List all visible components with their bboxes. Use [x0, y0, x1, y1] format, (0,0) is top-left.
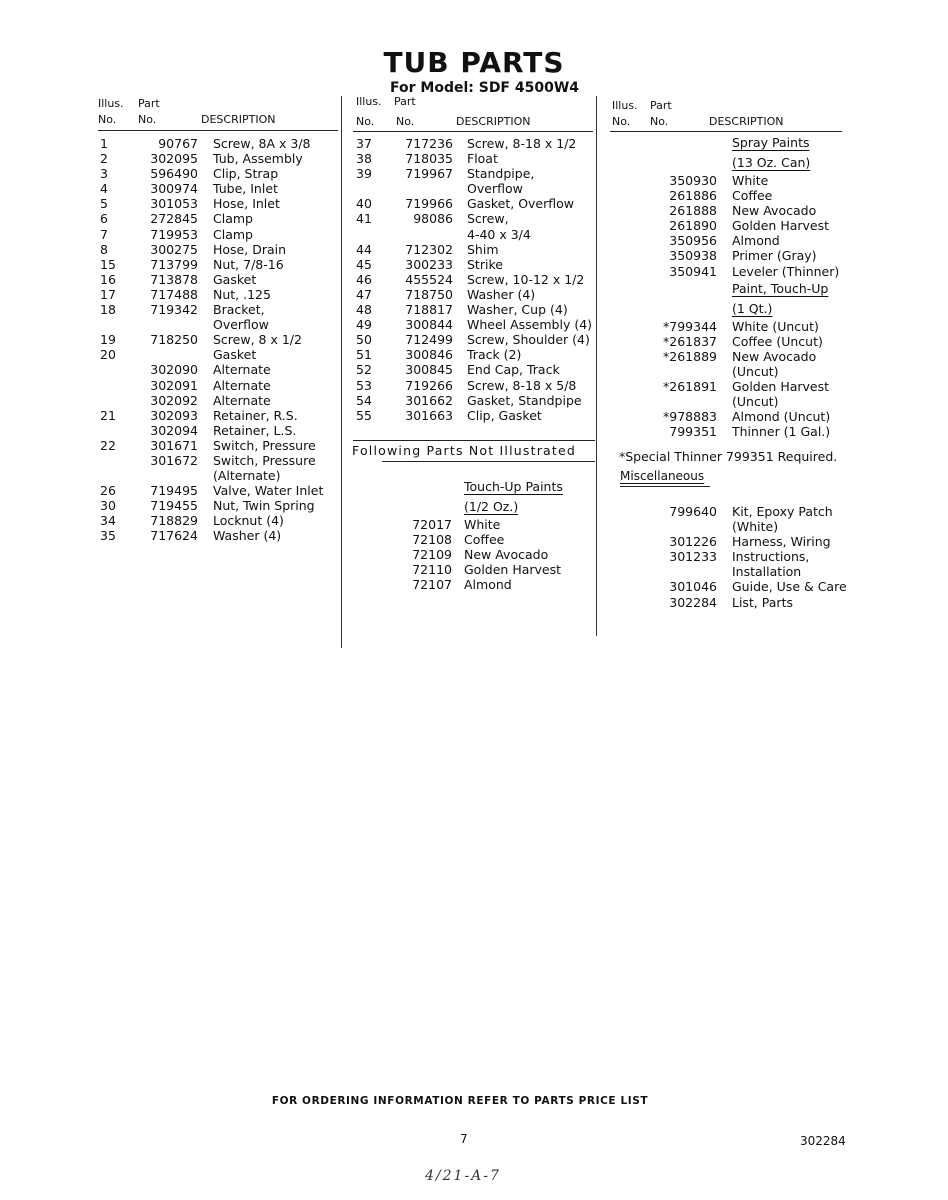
- part-number: 301663: [405, 407, 453, 423]
- part-number: 301662: [405, 392, 453, 408]
- illus-number: 35: [100, 528, 116, 544]
- table-row: [356, 302, 596, 317]
- part-number: *799344: [663, 318, 717, 334]
- table-row: [356, 532, 596, 547]
- table-row: [100, 287, 340, 302]
- illus-number: 45: [356, 256, 372, 272]
- part-number: 72110: [412, 562, 452, 578]
- part-number: 302095: [150, 151, 198, 167]
- part-number: 717236: [405, 136, 453, 151]
- part-description: (1 Qt.): [732, 300, 773, 316]
- table-row: [356, 332, 596, 347]
- part-number: 272845: [150, 211, 198, 227]
- table-row: [356, 151, 596, 166]
- table-row: [100, 257, 340, 272]
- table-row: [100, 438, 340, 453]
- part-description: Switch, Pressure: [213, 437, 316, 453]
- header-illus: Illus.: [98, 97, 124, 110]
- part-number: 72108: [412, 532, 452, 548]
- part-number: 712499: [405, 332, 453, 348]
- illus-number: 55: [356, 407, 372, 423]
- table-row: [356, 577, 596, 592]
- illus-number: 26: [100, 483, 116, 499]
- part-description: Gasket: [213, 347, 257, 363]
- illus-number: 15: [100, 256, 116, 272]
- illus-number: 17: [100, 286, 116, 302]
- part-description: Clamp: [213, 226, 253, 242]
- part-description: List, Parts: [732, 594, 793, 610]
- part-description: Gasket, Standpipe: [467, 392, 582, 408]
- divider: [353, 131, 593, 132]
- header-part-no: No.: [396, 115, 415, 128]
- part-number: 718035: [405, 151, 453, 167]
- part-description: Washer (4): [467, 286, 536, 302]
- table-row: [100, 468, 340, 483]
- table-row: [100, 483, 340, 498]
- page-number: 7: [460, 1132, 468, 1146]
- part-number: 719495: [150, 483, 198, 499]
- part-number: *261889: [663, 348, 717, 364]
- header-part-no: No.: [650, 115, 669, 128]
- part-description: Standpipe,: [467, 166, 535, 182]
- table-row: [100, 378, 340, 393]
- illus-number: 49: [356, 317, 372, 333]
- section-heading: [356, 497, 596, 517]
- header-part: Part: [394, 95, 416, 108]
- part-number: 301046: [669, 579, 717, 595]
- part-number: 596490: [150, 166, 198, 182]
- part-description: Screw,: [467, 211, 509, 227]
- header-illus: Illus.: [612, 99, 638, 112]
- table-row: [100, 227, 340, 242]
- part-number: 455524: [405, 271, 453, 287]
- section-heading: [612, 153, 852, 173]
- part-description: Golden Harvest: [464, 562, 562, 578]
- table-row: [612, 218, 852, 233]
- part-description: Hose, Inlet: [213, 196, 280, 212]
- part-number: 300845: [405, 362, 453, 378]
- divider: [620, 486, 710, 487]
- part-number: 717488: [150, 286, 198, 302]
- part-number: 72107: [412, 577, 452, 593]
- header-description: DESCRIPTION: [456, 115, 531, 128]
- table-row: [356, 347, 596, 362]
- part-description: Shim: [467, 241, 499, 257]
- part-description: Washer, Cup (4): [467, 302, 568, 318]
- illus-number: 54: [356, 392, 372, 408]
- table-row: [100, 211, 340, 226]
- illus-number: 38: [356, 151, 372, 167]
- part-description: Clip, Strap: [213, 166, 279, 182]
- part-description: Almond: [732, 233, 780, 249]
- part-number: 719342: [150, 302, 198, 318]
- divider: [610, 131, 842, 132]
- part-description: Golden Harvest: [732, 379, 830, 395]
- part-number: 717624: [150, 528, 198, 544]
- table-row: [612, 519, 852, 534]
- part-number: 301053: [150, 196, 198, 212]
- part-description: Leveler (Thinner): [732, 263, 840, 279]
- part-number: 302093: [150, 407, 198, 423]
- part-number: 301233: [669, 549, 717, 565]
- table-row: [612, 394, 852, 409]
- page-title: TUB PARTS: [383, 46, 565, 79]
- illus-number: 44: [356, 241, 372, 257]
- part-number: 718817: [405, 302, 453, 318]
- table-row: [100, 196, 340, 211]
- table-row: [612, 233, 852, 248]
- table-row: [356, 272, 596, 287]
- special-thinner-note: *Special Thinner 799351 Required.: [619, 449, 838, 464]
- part-number: *978883: [663, 409, 717, 425]
- part-description: (Uncut): [732, 363, 779, 379]
- part-description: Tub, Assembly: [213, 151, 303, 167]
- part-number: 350941: [669, 263, 717, 279]
- part-description: Gasket: [213, 271, 257, 287]
- table-row: [356, 547, 596, 562]
- part-number: 301671: [150, 437, 198, 453]
- part-description: Track (2): [467, 347, 522, 363]
- part-description: (Uncut): [732, 394, 779, 410]
- part-number: 713799: [150, 256, 198, 272]
- table-row: [100, 332, 340, 347]
- part-description: Valve, Water Inlet: [213, 483, 324, 499]
- illus-number: 34: [100, 513, 116, 529]
- part-description: Alternate: [213, 377, 271, 393]
- part-number: 799351: [669, 424, 717, 440]
- part-description: Locknut (4): [213, 513, 284, 529]
- table-row: [612, 579, 852, 594]
- illus-number: 53: [356, 377, 372, 393]
- illus-number: 52: [356, 362, 372, 378]
- column-divider: [596, 96, 597, 636]
- part-description: Bracket,: [213, 302, 265, 318]
- illus-number: 8: [100, 241, 108, 257]
- table-row: [612, 534, 852, 549]
- table-row: [100, 528, 340, 543]
- part-number: 300233: [405, 256, 453, 272]
- part-number: 302094: [150, 422, 198, 438]
- illus-number: 18: [100, 302, 116, 318]
- part-description: Kit, Epoxy Patch: [732, 504, 833, 519]
- table-row: [612, 248, 852, 263]
- table-row: [612, 364, 852, 379]
- table-row: [356, 317, 596, 332]
- ordering-footer: FOR ORDERING INFORMATION REFER TO PARTS PRICE LIST: [271, 1095, 649, 1107]
- illus-number: 39: [356, 166, 372, 182]
- part-number: 713878: [150, 271, 198, 287]
- part-description: Guide, Use & Care: [732, 579, 847, 595]
- table-row: [356, 242, 596, 257]
- part-description: Paint, Touch-Up: [732, 280, 829, 296]
- part-description: Screw, 8A x 3/8: [213, 136, 311, 151]
- part-description: New Avocado: [732, 348, 817, 364]
- miscellaneous-heading: Miscellaneous: [620, 469, 705, 483]
- table-row: [100, 151, 340, 166]
- part-number: 719455: [150, 498, 198, 514]
- table-row: [356, 393, 596, 408]
- illus-number: 4: [100, 181, 108, 197]
- part-description: Harness, Wiring: [732, 534, 831, 550]
- illus-number: 6: [100, 211, 108, 227]
- header-no: No.: [98, 113, 117, 126]
- table-row: [356, 227, 596, 242]
- part-number: 300275: [150, 241, 198, 257]
- part-description: Instructions,: [732, 549, 810, 565]
- table-row: [356, 517, 596, 532]
- part-number: 300844: [405, 317, 453, 333]
- part-description: Alternate: [213, 392, 271, 408]
- illus-number: 47: [356, 286, 372, 302]
- table-row: [100, 362, 340, 377]
- part-number: *261891: [663, 379, 717, 395]
- part-description: Nut, 7/8-16: [213, 256, 284, 272]
- part-description: Overflow: [213, 317, 269, 333]
- part-number: 301226: [669, 534, 717, 550]
- part-description: Golden Harvest: [732, 218, 830, 234]
- part-number: 300974: [150, 181, 198, 197]
- table-row: [100, 302, 340, 317]
- part-description: Spray Paints: [732, 135, 810, 150]
- model-subtitle: For Model: SDF 4500W4: [390, 80, 580, 96]
- part-description: Coffee: [732, 188, 773, 204]
- part-description: Coffee: [464, 532, 505, 548]
- part-description: Nut, Twin Spring: [213, 498, 315, 514]
- table-row: [356, 257, 596, 272]
- illus-number: 20: [100, 347, 116, 363]
- part-number: 302284: [669, 594, 717, 610]
- parts-list-col2: [356, 136, 596, 423]
- table-row: [612, 409, 852, 424]
- part-description: 4-40 x 3/4: [467, 226, 531, 242]
- section-heading: [356, 477, 596, 497]
- part-number: 718750: [405, 286, 453, 302]
- part-description: Switch, Pressure: [213, 452, 316, 468]
- part-description: Installation: [732, 564, 802, 580]
- part-number: 302090: [150, 362, 198, 378]
- part-number: 261890: [669, 218, 717, 234]
- part-number: 302092: [150, 392, 198, 408]
- table-row: [356, 136, 596, 151]
- illus-number: 3: [100, 166, 108, 182]
- part-description: Clamp: [213, 211, 253, 227]
- table-row: [356, 166, 596, 181]
- part-description: Nut, .125: [213, 286, 271, 302]
- part-number: 261888: [669, 203, 717, 219]
- part-description: Screw, Shoulder (4): [467, 332, 590, 348]
- part-description: White (Uncut): [732, 318, 819, 334]
- part-number: 350938: [669, 248, 717, 264]
- part-description: (White): [732, 519, 779, 535]
- part-description: Clip, Gasket: [467, 407, 542, 423]
- part-number: 350930: [669, 173, 717, 188]
- part-number: 302091: [150, 377, 198, 393]
- table-row: [100, 136, 340, 151]
- table-row: [356, 378, 596, 393]
- part-number: 718829: [150, 513, 198, 529]
- header-description: DESCRIPTION: [201, 113, 276, 126]
- part-description: Retainer, R.S.: [213, 407, 298, 423]
- table-row: [356, 287, 596, 302]
- illus-number: 30: [100, 498, 116, 514]
- header-part-no: No.: [138, 113, 157, 126]
- table-row: [612, 504, 852, 519]
- table-row: [612, 424, 852, 439]
- illus-number: 19: [100, 332, 116, 348]
- table-row: [612, 349, 852, 364]
- touchup-paints-list: [356, 477, 596, 592]
- part-description: Alternate: [213, 362, 271, 378]
- table-row: [612, 379, 852, 394]
- part-number: 718250: [150, 332, 198, 348]
- table-row: [100, 513, 340, 528]
- document-number: 302284: [800, 1134, 846, 1148]
- table-row: [356, 181, 596, 196]
- part-description: (1/2 Oz.): [464, 499, 519, 514]
- part-description: Retainer, L.S.: [213, 422, 297, 438]
- divider: [382, 461, 595, 462]
- illus-number: 22: [100, 437, 116, 453]
- table-row: [100, 181, 340, 196]
- parts-list-col3: [612, 133, 852, 439]
- header-description: DESCRIPTION: [709, 115, 784, 128]
- part-number: *261837: [663, 333, 717, 349]
- part-description: End Cap, Track: [467, 362, 560, 378]
- table-row: [100, 393, 340, 408]
- table-row: [100, 498, 340, 513]
- table-row: [100, 166, 340, 181]
- table-row: [100, 347, 340, 362]
- table-row: [100, 272, 340, 287]
- divider: [98, 130, 338, 131]
- illus-number: 40: [356, 196, 372, 212]
- table-row: [612, 173, 852, 188]
- header-part: Part: [650, 99, 672, 112]
- parts-list-col1: [100, 136, 340, 544]
- part-description: Float: [467, 151, 498, 167]
- part-description: New Avocado: [464, 547, 549, 563]
- part-number: 712302: [405, 241, 453, 257]
- part-number: 301672: [150, 452, 198, 468]
- part-description: Tube, Inlet: [213, 181, 278, 197]
- part-number: 719266: [405, 377, 453, 393]
- header-part: Part: [138, 97, 160, 110]
- header-no: No.: [612, 115, 631, 128]
- table-row: [100, 242, 340, 257]
- part-description: Screw, 8-18 x 1/2: [467, 136, 577, 151]
- part-description: Primer (Gray): [732, 248, 817, 264]
- part-description: Gasket, Overflow: [467, 196, 575, 212]
- illus-number: 46: [356, 271, 372, 287]
- part-description: Strike: [467, 256, 503, 272]
- part-number: 98086: [413, 211, 453, 227]
- part-description: Almond (Uncut): [732, 409, 831, 425]
- table-row: [612, 595, 852, 610]
- table-row: [356, 562, 596, 577]
- part-number: 261886: [669, 188, 717, 204]
- section-heading: [612, 299, 852, 319]
- part-description: (Alternate): [213, 468, 281, 484]
- table-row: [612, 549, 852, 564]
- illus-number: 7: [100, 226, 108, 242]
- table-row: [612, 264, 852, 279]
- table-row: [356, 408, 596, 423]
- table-row: [612, 319, 852, 334]
- illus-number: 41: [356, 211, 372, 227]
- section-heading: [612, 133, 852, 153]
- part-number: 799640: [669, 504, 717, 519]
- illus-number: 21: [100, 407, 116, 423]
- part-number: 90767: [158, 136, 198, 151]
- part-description: White: [464, 517, 501, 532]
- divider: [353, 440, 595, 441]
- part-number: 72109: [412, 547, 452, 563]
- illus-number: 2: [100, 151, 108, 167]
- part-description: Overflow: [467, 181, 523, 197]
- illus-number: 5: [100, 196, 108, 212]
- illus-number: 16: [100, 271, 116, 287]
- part-description: Washer (4): [213, 528, 282, 544]
- table-row: [356, 196, 596, 211]
- part-description: Touch-Up Paints: [464, 479, 563, 494]
- illus-number: 48: [356, 302, 372, 318]
- part-number: 719967: [405, 166, 453, 182]
- part-description: Wheel Assembly (4): [467, 317, 593, 333]
- part-description: Hose, Drain: [213, 241, 287, 257]
- part-description: New Avocado: [732, 203, 817, 219]
- table-row: [100, 408, 340, 423]
- part-description: Almond: [464, 577, 512, 593]
- part-description: Screw, 8-18 x 5/8: [467, 377, 577, 393]
- part-description: White: [732, 173, 769, 188]
- part-number: 719966: [405, 196, 453, 212]
- table-row: [100, 317, 340, 332]
- illus-number: 51: [356, 347, 372, 363]
- part-description: Coffee (Uncut): [732, 333, 823, 349]
- handwritten-note: 4/21-A-7: [425, 1168, 501, 1184]
- table-row: [612, 334, 852, 349]
- miscellaneous-list: [612, 504, 852, 610]
- table-row: [612, 188, 852, 203]
- table-row: [100, 453, 340, 468]
- table-row: [356, 211, 596, 226]
- header-no: No.: [356, 115, 375, 128]
- part-number: 350956: [669, 233, 717, 249]
- part-description: Screw, 8 x 1/2: [213, 332, 302, 348]
- illus-number: 1: [100, 136, 108, 151]
- header-illus: Illus.: [356, 95, 382, 108]
- part-number: 719953: [150, 226, 198, 242]
- table-row: [612, 203, 852, 218]
- illus-number: 37: [356, 136, 372, 151]
- part-number: 300846: [405, 347, 453, 363]
- illus-number: 50: [356, 332, 372, 348]
- not-illustrated-heading: Following Parts Not Illustrated: [352, 443, 577, 458]
- part-description: (13 Oz. Can): [732, 155, 811, 170]
- table-row: [100, 423, 340, 438]
- column-divider: [341, 96, 342, 648]
- table-row: [356, 362, 596, 377]
- part-number: 72017: [412, 517, 452, 532]
- part-description: Thinner (1 Gal.): [732, 424, 831, 440]
- table-row: [612, 564, 852, 579]
- section-heading: [612, 279, 852, 299]
- part-description: Screw, 10-12 x 1/2: [467, 271, 585, 287]
